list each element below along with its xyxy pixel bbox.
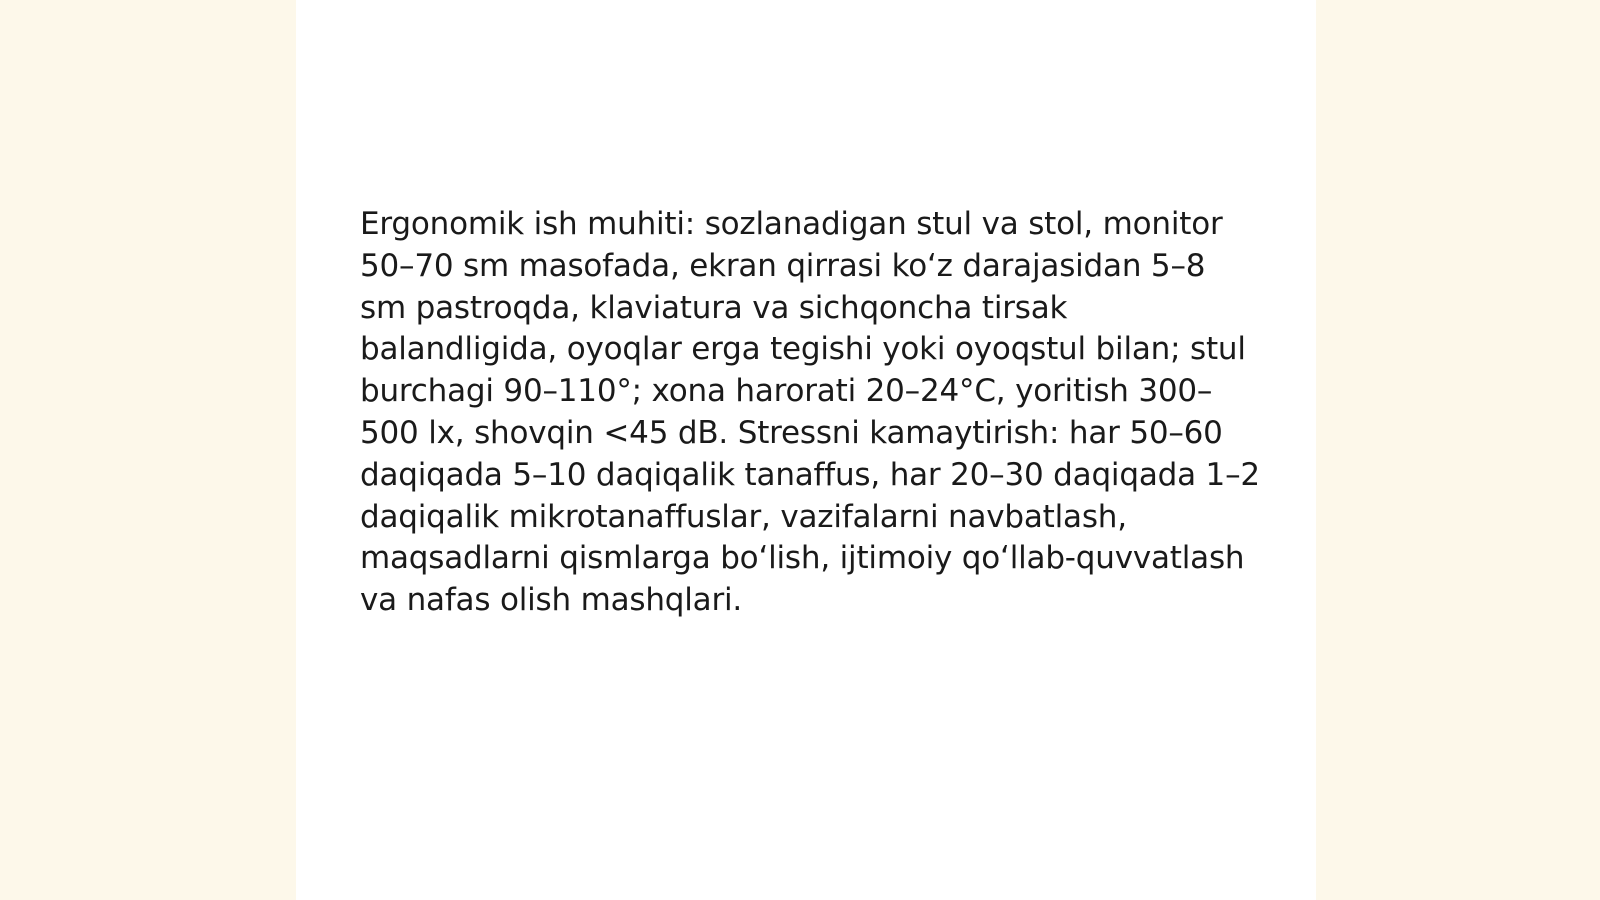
slide — [296, 0, 1316, 900]
slide-body-text: Ergonomik ish muhiti: sozlanadigan stul va stol, monitor 50–70 sm masofada, ekran qirrasi ko‘z darajasidan 5–8 sm pastroqda, klaviatura va sichqoncha tirsak balandligida, oyoqlar erga tegishi yoki oyoqstul bilan; stul burchagi 90–110°; xona harorati 20–24°C, yoritish 300–500 lx, shovqin <45 dB. Stressni kamaytirish: har 50–60 daqiqada 5–10 daqiqalik tanaffus, har 20–30 daqiqada 1–2 daqiqalik mikrotanaffuslar, vazifalarni navbatlash, maqsadlarni qismlarga bo‘lish, ijtimoiy qo‘llab-quvvatlash va nafas olish mashqlari. — [360, 206, 1260, 619]
